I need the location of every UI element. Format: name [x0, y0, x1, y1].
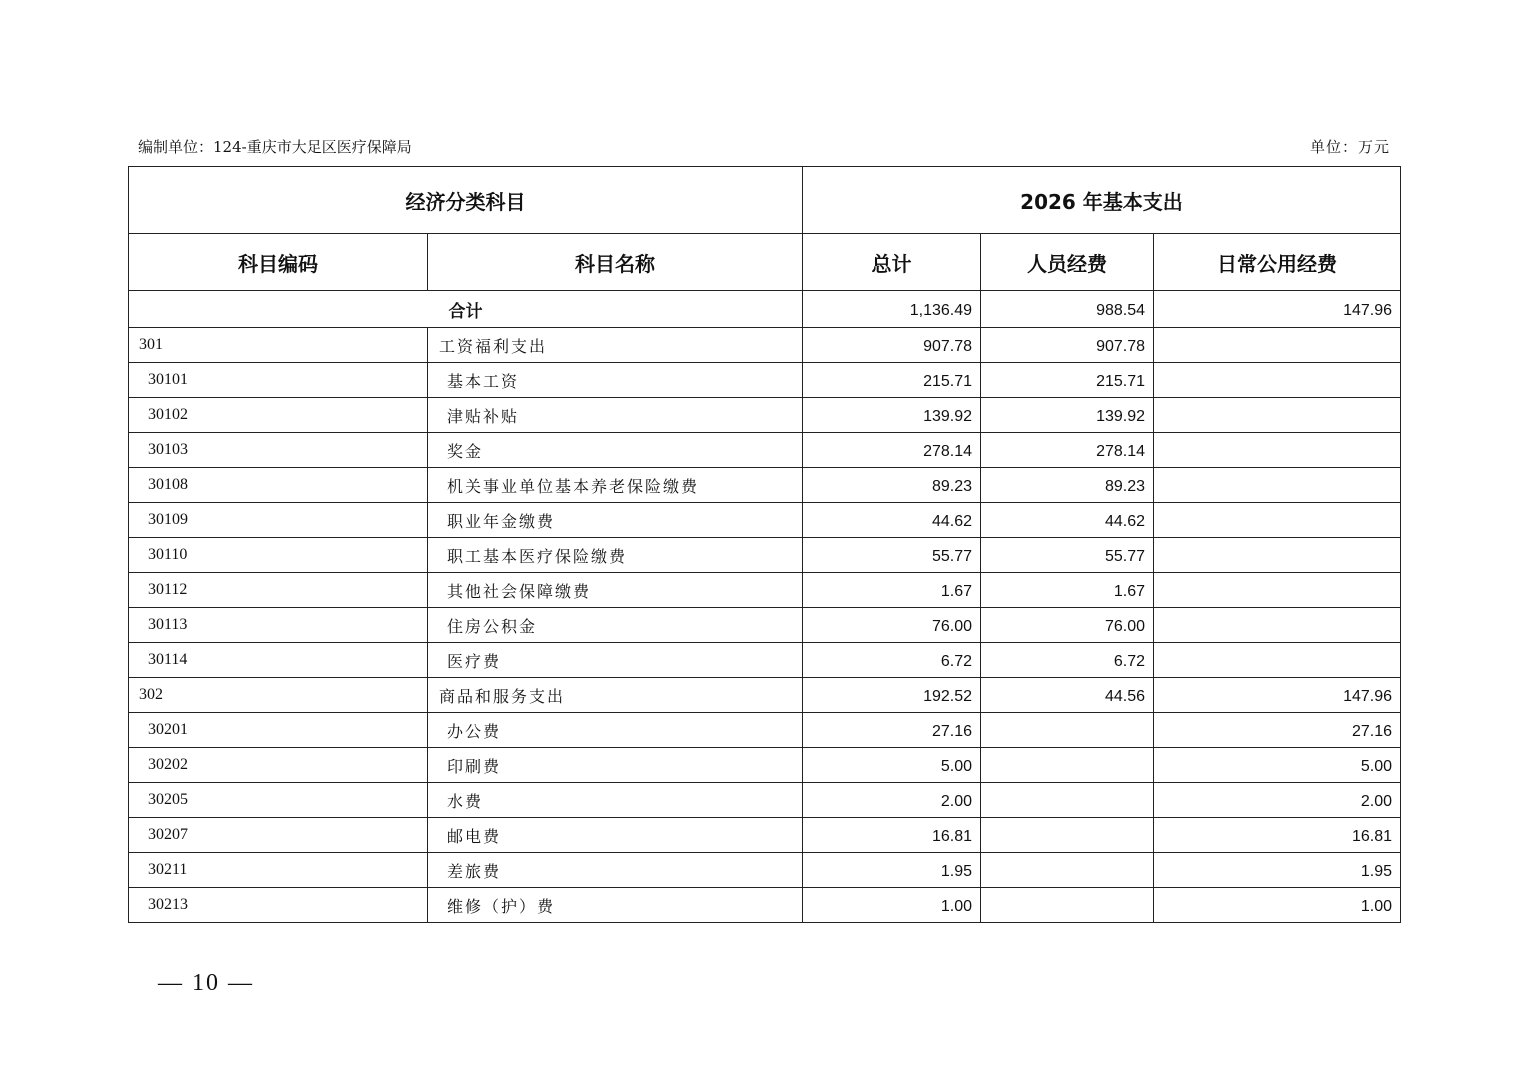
table-row	[129, 608, 1401, 643]
table-row	[129, 398, 1401, 433]
row-public	[1154, 328, 1401, 363]
row-name: 奖金	[428, 433, 803, 468]
row-total: 2.00	[803, 783, 981, 818]
basic-expense-header: 2026 年基本支出	[803, 167, 1401, 234]
table-row	[129, 433, 1401, 468]
table-row	[129, 328, 1401, 363]
row-public	[1154, 468, 1401, 503]
col-header-name: 科目名称	[428, 234, 803, 291]
row-name: 医疗费	[428, 643, 803, 678]
row-code: 30207	[129, 818, 428, 853]
row-personnel: 139.92	[981, 398, 1154, 433]
table-row	[129, 573, 1401, 608]
row-name: 差旅费	[428, 853, 803, 888]
row-name: 工资福利支出	[428, 328, 803, 363]
econ-class-header: 经济分类科目	[129, 167, 803, 234]
row-personnel: 6.72	[981, 643, 1154, 678]
column-header-row	[129, 234, 1401, 291]
row-personnel	[981, 783, 1154, 818]
group-header-row	[129, 167, 1401, 234]
col-header-code: 科目编码	[129, 234, 428, 291]
row-total: 27.16	[803, 713, 981, 748]
row-total: 215.71	[803, 363, 981, 398]
page-number: — 10 —	[158, 970, 254, 996]
row-code: 30103	[129, 433, 428, 468]
row-total: 5.00	[803, 748, 981, 783]
row-personnel	[981, 818, 1154, 853]
row-personnel: 76.00	[981, 608, 1154, 643]
row-personnel: 215.71	[981, 363, 1154, 398]
row-name: 邮电费	[428, 818, 803, 853]
row-personnel	[981, 888, 1154, 923]
row-public: 5.00	[1154, 748, 1401, 783]
row-code: 30213	[129, 888, 428, 923]
row-public	[1154, 538, 1401, 573]
row-public	[1154, 398, 1401, 433]
row-public	[1154, 643, 1401, 678]
row-personnel	[981, 748, 1154, 783]
row-name: 职业年金缴费	[428, 503, 803, 538]
row-name: 基本工资	[428, 363, 803, 398]
row-name: 印刷费	[428, 748, 803, 783]
row-name: 维修（护）费	[428, 888, 803, 923]
row-name: 办公费	[428, 713, 803, 748]
table-row	[129, 783, 1401, 818]
total-total: 1,136.49	[803, 291, 981, 328]
row-total: 6.72	[803, 643, 981, 678]
row-name: 职工基本医疗保险缴费	[428, 538, 803, 573]
row-public: 16.81	[1154, 818, 1401, 853]
table-row	[129, 363, 1401, 398]
row-personnel	[981, 713, 1154, 748]
row-personnel: 907.78	[981, 328, 1154, 363]
row-personnel: 44.56	[981, 678, 1154, 713]
total-row	[129, 291, 1401, 328]
unit-label: 单位：万元	[1309, 138, 1390, 156]
row-personnel	[981, 853, 1154, 888]
row-public	[1154, 503, 1401, 538]
row-personnel: 278.14	[981, 433, 1154, 468]
row-personnel: 44.62	[981, 503, 1154, 538]
row-name: 机关事业单位基本养老保险缴费	[428, 468, 803, 503]
col-header-personnel: 人员经费	[981, 234, 1154, 291]
row-name: 水费	[428, 783, 803, 818]
row-total: 192.52	[803, 678, 981, 713]
row-total: 44.62	[803, 503, 981, 538]
row-code: 30112	[129, 573, 428, 608]
row-name: 商品和服务支出	[428, 678, 803, 713]
row-total: 16.81	[803, 818, 981, 853]
org-label: 编制单位：124-重庆市大足区医疗保障局	[138, 138, 412, 156]
row-total: 55.77	[803, 538, 981, 573]
row-name: 其他社会保障缴费	[428, 573, 803, 608]
total-personnel: 988.54	[981, 291, 1154, 328]
row-public	[1154, 608, 1401, 643]
row-code: 30108	[129, 468, 428, 503]
table-row	[129, 678, 1401, 713]
row-code: 30101	[129, 363, 428, 398]
row-public: 27.16	[1154, 713, 1401, 748]
row-code: 302	[129, 678, 428, 713]
table-row	[129, 853, 1401, 888]
table-row	[129, 713, 1401, 748]
row-name: 住房公积金	[428, 608, 803, 643]
table-row	[129, 748, 1401, 783]
row-personnel: 89.23	[981, 468, 1154, 503]
row-public	[1154, 433, 1401, 468]
row-public: 2.00	[1154, 783, 1401, 818]
row-total: 1.95	[803, 853, 981, 888]
row-personnel: 55.77	[981, 538, 1154, 573]
budget-table	[128, 166, 1401, 923]
table-row	[129, 888, 1401, 923]
row-code: 30110	[129, 538, 428, 573]
row-total: 139.92	[803, 398, 981, 433]
row-total: 278.14	[803, 433, 981, 468]
row-code: 30114	[129, 643, 428, 678]
row-total: 89.23	[803, 468, 981, 503]
row-total: 1.00	[803, 888, 981, 923]
col-header-total: 总计	[803, 234, 981, 291]
row-code: 30211	[129, 853, 428, 888]
total-public: 147.96	[1154, 291, 1401, 328]
row-code: 30202	[129, 748, 428, 783]
table-row	[129, 503, 1401, 538]
row-public: 1.95	[1154, 853, 1401, 888]
table-row	[129, 468, 1401, 503]
row-total: 1.67	[803, 573, 981, 608]
row-total: 907.78	[803, 328, 981, 363]
row-code: 301	[129, 328, 428, 363]
row-code: 30113	[129, 608, 428, 643]
row-public	[1154, 363, 1401, 398]
row-public: 147.96	[1154, 678, 1401, 713]
col-header-public: 日常公用经费	[1154, 234, 1401, 291]
row-public: 1.00	[1154, 888, 1401, 923]
row-code: 30205	[129, 783, 428, 818]
row-code: 30201	[129, 713, 428, 748]
table-row	[129, 818, 1401, 853]
row-code: 30109	[129, 503, 428, 538]
table-row	[129, 643, 1401, 678]
row-total: 76.00	[803, 608, 981, 643]
total-label: 合计	[129, 291, 803, 328]
table-row	[129, 538, 1401, 573]
row-name: 津贴补贴	[428, 398, 803, 433]
row-public	[1154, 573, 1401, 608]
row-personnel: 1.67	[981, 573, 1154, 608]
row-code: 30102	[129, 398, 428, 433]
